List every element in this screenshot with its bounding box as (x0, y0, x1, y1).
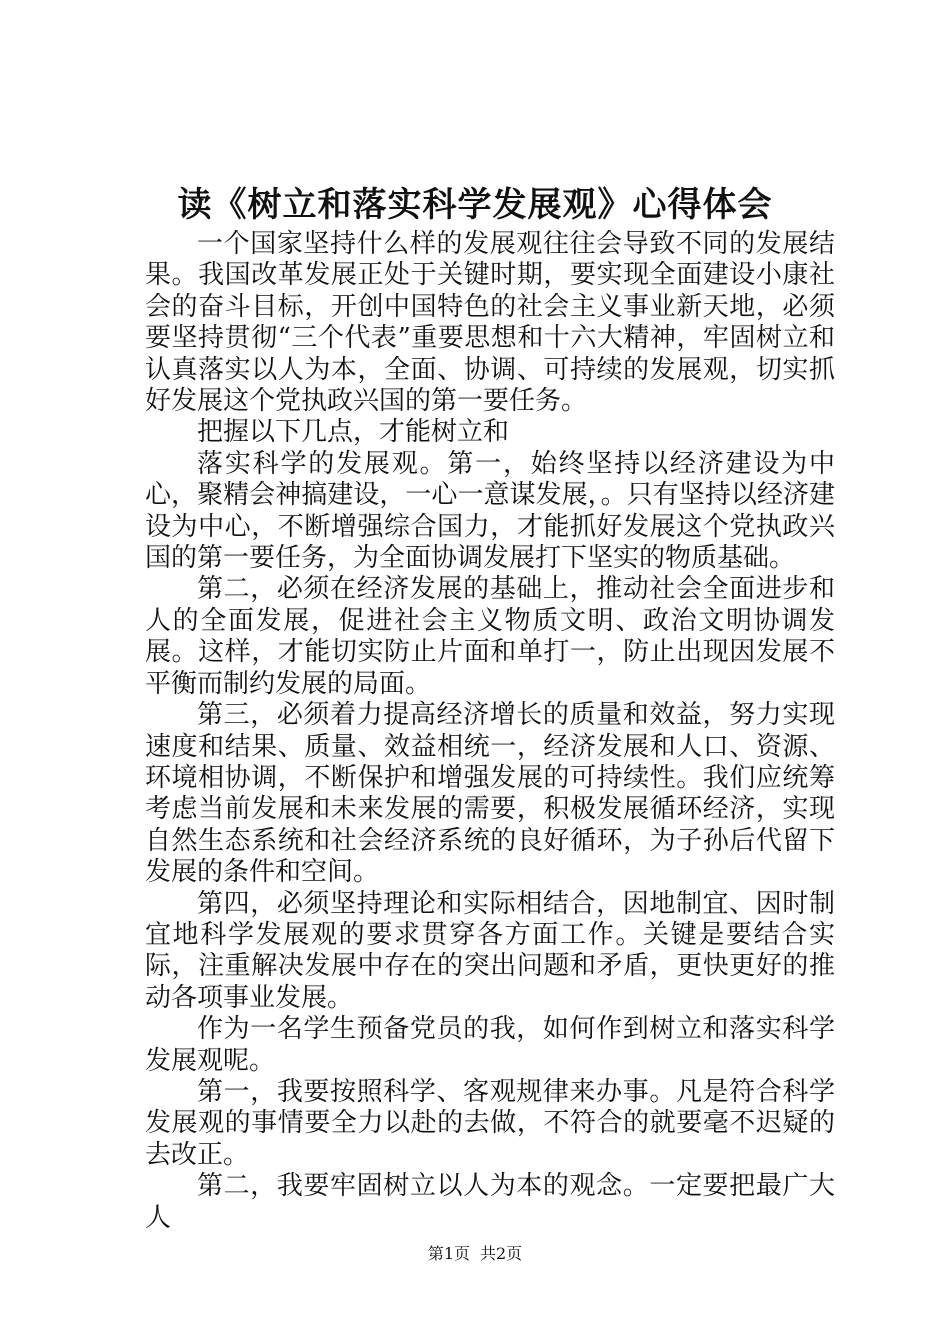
document-body (145, 229, 835, 1234)
page-footer (0, 1242, 950, 1266)
paragraph: 第三，必须着力提高经济增长的质量和效益，努力实现速度和结果、质量、效益相统一，经济发展和人口、资源、环境相协调，不断保护和增强发展的可持续性。我们应统筹考虑当前发展和未来发展的需要，积极发展循环经济，实现自然生态系统和社会经济系统的良好循环，为子孙后代留下发展的条件和空间。 (145, 700, 835, 888)
paragraph: 一个国家坚持什么样的发展观往往会导致不同的发展结果。我国改革发展正处于关键时期，要实现全面建设小康社会的奋斗目标，开创中国特色的社会主义事业新天地，必须要坚持贯彻“三个代表”重要思想和十六大精神，牢固树立和认真落实以人为本，全面、协调、可持续的发展观，切实抓好发展这个党执政兴国的第一要任务。 (145, 229, 835, 417)
paragraph: 落实科学的发展观。第一，始终坚持以经济建设为中心，聚精会神搞建设，一心一意谋发展，。只有坚持以经济建设为中心，不断增强综合国力，才能抓好发展这个党执政兴国的第一要任务，为全面协调发展打下坚实的物质基础。 (145, 448, 835, 574)
paragraph: 把握以下几点，才能树立和 (197, 417, 510, 448)
document-title: 读《树立和落实科学发展观》心得体会 (177, 185, 773, 225)
paragraph: 第二，必须在经济发展的基础上，推动社会全面进步和人的全面发展，促进社会主义物质文明、政治文明协调发展。这样，才能切实防止片面和单打一，防止出现因发展不平衡而制约发展的局面。 (145, 574, 835, 699)
page-total: 共2页 (480, 1244, 523, 1263)
paragraph: 第四，必须坚持理论和实际相结合，因地制宜、因时制宜地科学发展观的要求贯穿各方面工作。关键是要结合实际，注重解决发展中存在的突出问题和矛盾，更快更好的推动各项事业发展。 (145, 888, 835, 1013)
paragraph: 作为一名学生预备党员的我，如何作到树立和落实科学发展观呢。 (145, 1014, 835, 1076)
page-number: 第1页 (427, 1244, 470, 1263)
paragraph: 第二，我要牢固树立以人为本的观念。一定要把最广大人 (145, 1171, 835, 1233)
paragraph: 第一，我要按照科学、客观规律来办事。凡是符合科学发展观的事情要全力以赴的去做，不符合的就要毫不迟疑的去改正。 (145, 1076, 835, 1170)
